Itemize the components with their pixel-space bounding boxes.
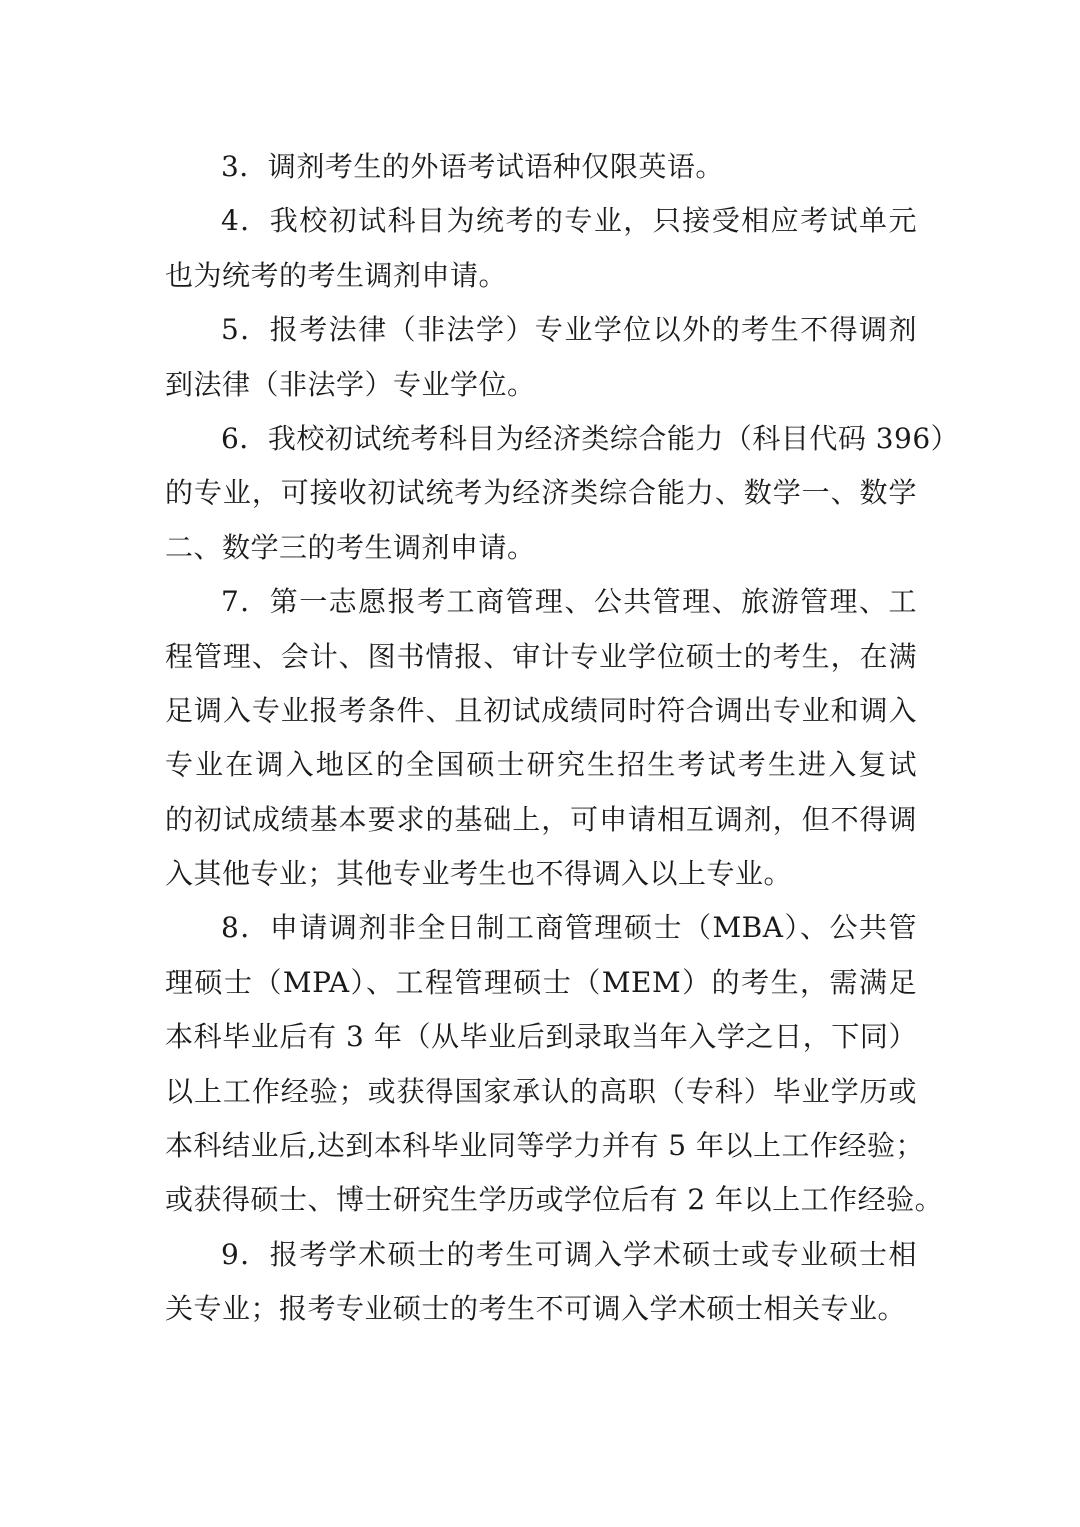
paragraph-line: 关专业；报考专业硕士的考生不可调入学术硕士相关专业。 <box>165 1292 907 1326</box>
paragraph-line: 3．调剂考生的外语考试语种仅限英语。 <box>221 150 724 183</box>
paragraph-line: 的初试成绩基本要求的基础上，可申请相互调剂，但不得调 <box>165 802 917 836</box>
paragraph-line: 6．我校初试统考科目为经济类综合能力（科目代码 396） <box>221 421 960 455</box>
paragraph-line: 专业在调入地区的全国硕士研究生招生考试考生进入复试 <box>165 748 917 782</box>
paragraph-line: 也为统考的考生调剂申请。 <box>165 258 508 292</box>
paragraph-line: 二、数学三的考生调剂申请。 <box>165 530 536 564</box>
paragraph-9 <box>165 1228 917 1337</box>
paragraph-line: 7．第一志愿报考工商管理、公共管理、旅游管理、工 <box>221 585 917 619</box>
document-body <box>165 140 960 1337</box>
paragraph-4 <box>165 194 917 303</box>
paragraph-line: 或获得硕士、博士研究生学历或学位后有 2 年以上工作经验。 <box>165 1183 944 1217</box>
paragraph-line: 理硕士（MPA）、工程管理硕士（MEM）的考生，需满足 <box>165 965 917 999</box>
paragraph-line: 足调入专业报考条件、且初试成绩同时符合调出专业和调入 <box>165 693 917 727</box>
paragraph-line: 8．申请调剂非全日制工商管理硕士（MBA）、公共管 <box>221 911 917 945</box>
paragraph-line: 9．报考学术硕士的考生可调入学术硕士或专业硕士相 <box>221 1237 917 1271</box>
paragraph-8 <box>165 901 944 1227</box>
paragraph-line: 到法律（非法学）专业学位。 <box>165 367 536 401</box>
paragraph-3 <box>165 140 917 194</box>
paragraph-line: 5．报考法律（非法学）专业学位以外的考生不得调剂 <box>221 313 917 347</box>
paragraph-6 <box>165 412 960 575</box>
paragraph-7 <box>165 575 917 901</box>
paragraph-line: 本科毕业后有 3 年（从毕业后到录取当年入学之日，下同） <box>165 1020 917 1054</box>
paragraph-5 <box>165 303 917 412</box>
paragraph-line: 的专业，可接收初试统考为经济类综合能力、数学一、数学 <box>165 476 917 510</box>
paragraph-line: 入其他专业；其他专业考生也不得调入以上专业。 <box>165 857 793 891</box>
paragraph-line: 程管理、会计、图书情报、审计专业学位硕士的考生，在满 <box>165 639 917 673</box>
paragraph-line: 以上工作经验；或获得国家承认的高职（专科）毕业学历或 <box>165 1074 917 1108</box>
paragraph-line: 本科结业后,达到本科毕业同等学力并有 5 年以上工作经验； <box>165 1129 925 1163</box>
paragraph-line: 4．我校初试科目为统考的专业，只接受相应考试单元 <box>221 204 917 238</box>
